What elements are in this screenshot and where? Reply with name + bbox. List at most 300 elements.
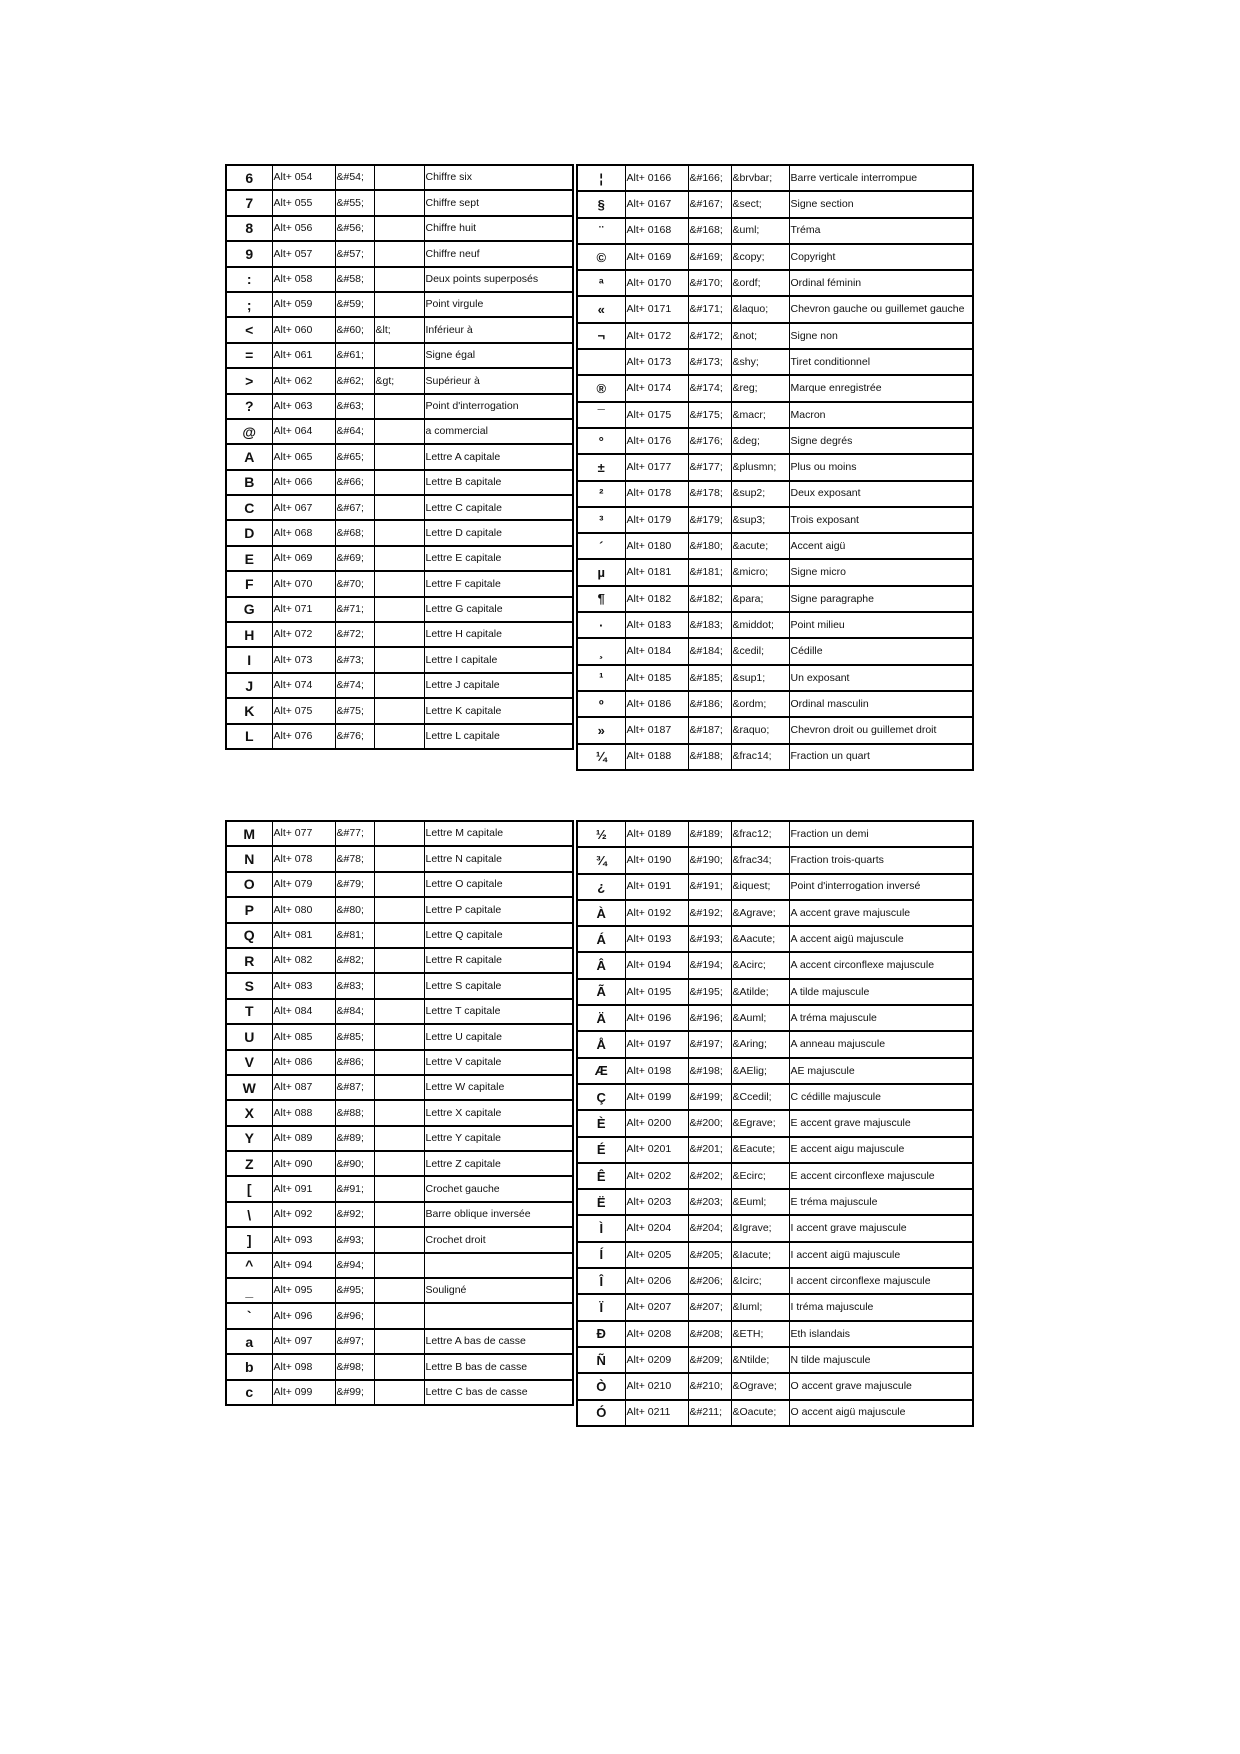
description-cell: Lettre M capitale: [424, 821, 573, 846]
numeric-entity-cell: &#82;: [335, 948, 374, 973]
description-cell: Signe paragraphe: [789, 586, 973, 612]
numeric-entity-cell: &#172;: [688, 323, 731, 349]
numeric-entity-cell: &#64;: [335, 419, 374, 444]
description-cell: Chevron droit ou guillemet droit: [789, 717, 973, 743]
named-entity-cell: [374, 343, 424, 368]
table-row: [577, 638, 973, 664]
char-cell: ¶: [577, 586, 625, 612]
description-cell: Chevron gauche ou guillemet gauche: [789, 296, 973, 322]
char-table-bottom-right: [576, 820, 974, 1427]
alt-code-cell: Alt+ 056: [272, 216, 335, 241]
table-row: [577, 428, 973, 454]
numeric-entity-cell: &#190;: [688, 847, 731, 873]
description-cell: A accent grave majuscule: [789, 900, 973, 926]
description-cell: Signe section: [789, 191, 973, 217]
numeric-entity-cell: &#94;: [335, 1253, 374, 1278]
numeric-entity-cell: &#70;: [335, 571, 374, 596]
numeric-entity-cell: &#182;: [688, 586, 731, 612]
alt-code-cell: Alt+ 0171: [625, 296, 688, 322]
description-cell: Ordinal féminin: [789, 270, 973, 296]
named-entity-cell: &reg;: [731, 375, 789, 401]
numeric-entity-cell: &#210;: [688, 1373, 731, 1399]
char-cell: Ë: [577, 1189, 625, 1215]
table-row: [226, 948, 573, 973]
alt-code-cell: Alt+ 075: [272, 698, 335, 723]
named-entity-cell: [374, 1278, 424, 1303]
numeric-entity-cell: &#89;: [335, 1126, 374, 1151]
table-row: [226, 394, 573, 419]
alt-code-cell: Alt+ 0185: [625, 665, 688, 691]
named-entity-cell: [374, 846, 424, 871]
named-entity-cell: [374, 923, 424, 948]
char-table-bottom-left: [225, 820, 574, 1406]
description-cell: N tilde majuscule: [789, 1347, 973, 1373]
description-cell: A accent aigü majuscule: [789, 926, 973, 952]
description-cell: Marque enregistrée: [789, 375, 973, 401]
table-row: [226, 368, 573, 393]
char-cell: Z: [226, 1151, 272, 1176]
alt-code-cell: Alt+ 0169: [625, 244, 688, 270]
alt-code-cell: Alt+ 0179: [625, 507, 688, 533]
description-cell: Signe égal: [424, 343, 573, 368]
char-cell: L: [226, 724, 272, 749]
alt-code-cell: Alt+ 0184: [625, 638, 688, 664]
named-entity-cell: &Acirc;: [731, 952, 789, 978]
alt-code-cell: Alt+ 0176: [625, 428, 688, 454]
char-cell: 7: [226, 190, 272, 215]
char-cell: Å: [577, 1031, 625, 1057]
alt-code-cell: Alt+ 083: [272, 973, 335, 998]
table-row: [226, 647, 573, 672]
description-cell: Crochet droit: [424, 1227, 573, 1252]
table-row: [577, 1242, 973, 1268]
char-cell: ¾: [577, 847, 625, 873]
alt-code-cell: Alt+ 069: [272, 546, 335, 571]
table-row: [226, 419, 573, 444]
char-cell: »: [577, 717, 625, 743]
numeric-entity-cell: &#75;: [335, 698, 374, 723]
alt-code-cell: Alt+ 088: [272, 1100, 335, 1125]
table-row: [226, 1202, 573, 1227]
char-cell: C: [226, 495, 272, 520]
char-cell: <: [226, 317, 272, 342]
alt-code-cell: Alt+ 0190: [625, 847, 688, 873]
description-cell: Lettre V capitale: [424, 1050, 573, 1075]
char-cell: 9: [226, 241, 272, 266]
alt-code-cell: Alt+ 062: [272, 368, 335, 393]
alt-code-cell: Alt+ 066: [272, 470, 335, 495]
char-cell: >: [226, 368, 272, 393]
alt-code-cell: Alt+ 0191: [625, 874, 688, 900]
description-cell: Lettre X capitale: [424, 1100, 573, 1125]
table-row: [577, 1373, 973, 1399]
table-row: [226, 1354, 573, 1379]
named-entity-cell: [374, 1253, 424, 1278]
char-cell: \: [226, 1202, 272, 1227]
table-row: [226, 897, 573, 922]
numeric-entity-cell: &#193;: [688, 926, 731, 952]
char-cell: À: [577, 900, 625, 926]
alt-code-cell: Alt+ 068: [272, 520, 335, 545]
table-row: [226, 821, 573, 846]
char-cell: Î: [577, 1268, 625, 1294]
char-cell: S: [226, 973, 272, 998]
numeric-entity-cell: &#198;: [688, 1058, 731, 1084]
numeric-entity-cell: &#176;: [688, 428, 731, 454]
table-row: [577, 744, 973, 770]
table-row: [226, 973, 573, 998]
description-cell: Chiffre sept: [424, 190, 573, 215]
alt-code-cell: Alt+ 0180: [625, 533, 688, 559]
numeric-entity-cell: &#169;: [688, 244, 731, 270]
description-cell: Lettre H capitale: [424, 622, 573, 647]
numeric-entity-cell: &#206;: [688, 1268, 731, 1294]
numeric-entity-cell: &#194;: [688, 952, 731, 978]
char-cell: µ: [577, 559, 625, 585]
char-cell: `: [226, 1303, 272, 1328]
table-row: [226, 190, 573, 215]
description-cell: Barre oblique inversée: [424, 1202, 573, 1227]
numeric-entity-cell: &#205;: [688, 1242, 731, 1268]
named-entity-cell: &ordm;: [731, 691, 789, 717]
table-row: [577, 165, 973, 191]
char-cell: ³: [577, 507, 625, 533]
char-cell: [: [226, 1176, 272, 1201]
table-row: [577, 847, 973, 873]
table-row: [577, 1163, 973, 1189]
char-cell: Ç: [577, 1084, 625, 1110]
table-row: [226, 923, 573, 948]
named-entity-cell: [374, 1303, 424, 1328]
table-row: [226, 1380, 573, 1405]
alt-code-cell: Alt+ 0181: [625, 559, 688, 585]
alt-code-cell: Alt+ 0167: [625, 191, 688, 217]
named-entity-cell: &micro;: [731, 559, 789, 585]
description-cell: Inférieur à: [424, 317, 573, 342]
char-cell: ¼: [577, 744, 625, 770]
description-cell: Lettre F capitale: [424, 571, 573, 596]
table-row: [577, 1400, 973, 1426]
alt-code-cell: Alt+ 0192: [625, 900, 688, 926]
table-row: [577, 874, 973, 900]
table-row: [577, 533, 973, 559]
table-row: [226, 1329, 573, 1354]
description-cell: Lettre A bas de casse: [424, 1329, 573, 1354]
description-cell: I tréma majuscule: [789, 1294, 973, 1320]
named-entity-cell: &iquest;: [731, 874, 789, 900]
numeric-entity-cell: &#166;: [688, 165, 731, 191]
numeric-entity-cell: &#76;: [335, 724, 374, 749]
description-cell: O accent aigü majuscule: [789, 1400, 973, 1426]
char-cell: ¦: [577, 165, 625, 191]
numeric-entity-cell: &#54;: [335, 165, 374, 190]
description-cell: Fraction un quart: [789, 744, 973, 770]
named-entity-cell: &Eacute;: [731, 1137, 789, 1163]
named-entity-cell: [374, 973, 424, 998]
named-entity-cell: [374, 647, 424, 672]
named-entity-cell: [374, 520, 424, 545]
char-cell: M: [226, 821, 272, 846]
table-row: [577, 821, 973, 847]
named-entity-cell: [374, 724, 424, 749]
table-row: [226, 216, 573, 241]
alt-code-cell: Alt+ 090: [272, 1151, 335, 1176]
alt-code-cell: Alt+ 095: [272, 1278, 335, 1303]
char-cell: ¹: [577, 665, 625, 691]
numeric-entity-cell: &#84;: [335, 999, 374, 1024]
alt-code-cell: Alt+ 081: [272, 923, 335, 948]
alt-code-cell: Alt+ 0177: [625, 454, 688, 480]
alt-code-cell: Alt+ 0187: [625, 717, 688, 743]
alt-code-cell: Alt+ 0189: [625, 821, 688, 847]
description-cell: Lettre J capitale: [424, 673, 573, 698]
char-cell: Ä: [577, 1005, 625, 1031]
table-row: [226, 1303, 573, 1328]
description-cell: Trois exposant: [789, 507, 973, 533]
table-row: [226, 846, 573, 871]
numeric-entity-cell: &#74;: [335, 673, 374, 698]
char-cell: J: [226, 673, 272, 698]
char-cell: «: [577, 296, 625, 322]
table-row: [577, 1347, 973, 1373]
table-row: [577, 665, 973, 691]
numeric-entity-cell: &#66;: [335, 470, 374, 495]
table-row: [577, 507, 973, 533]
char-cell: ¯: [577, 402, 625, 428]
alt-code-cell: Alt+ 080: [272, 897, 335, 922]
alt-code-cell: Alt+ 093: [272, 1227, 335, 1252]
alt-code-cell: Alt+ 0198: [625, 1058, 688, 1084]
description-cell: Chiffre huit: [424, 216, 573, 241]
char-cell: ¬: [577, 323, 625, 349]
named-entity-cell: [374, 1126, 424, 1151]
numeric-entity-cell: &#174;: [688, 375, 731, 401]
char-cell: Ã: [577, 979, 625, 1005]
description-cell: Lettre O capitale: [424, 872, 573, 897]
named-entity-cell: &Euml;: [731, 1189, 789, 1215]
numeric-entity-cell: &#92;: [335, 1202, 374, 1227]
numeric-entity-cell: &#99;: [335, 1380, 374, 1405]
description-cell: Plus ou moins: [789, 454, 973, 480]
numeric-entity-cell: &#192;: [688, 900, 731, 926]
numeric-entity-cell: &#204;: [688, 1215, 731, 1241]
alt-code-cell: Alt+ 065: [272, 444, 335, 469]
char-cell: ²: [577, 481, 625, 507]
named-entity-cell: &uml;: [731, 218, 789, 244]
description-cell: Point virgule: [424, 292, 573, 317]
char-cell: ´: [577, 533, 625, 559]
description-cell: Souligné: [424, 1278, 573, 1303]
named-entity-cell: [374, 546, 424, 571]
description-cell: Lettre C capitale: [424, 495, 573, 520]
alt-code-cell: Alt+ 072: [272, 622, 335, 647]
description-cell: Lettre E capitale: [424, 546, 573, 571]
description-cell: Lettre S capitale: [424, 973, 573, 998]
char-cell: _: [226, 1278, 272, 1303]
description-cell: Lettre B capitale: [424, 470, 573, 495]
named-entity-cell: &Iacute;: [731, 1242, 789, 1268]
table-row: [577, 1031, 973, 1057]
table-row: [226, 317, 573, 342]
description-cell: Lettre P capitale: [424, 897, 573, 922]
table-row: [226, 444, 573, 469]
description-cell: E tréma majuscule: [789, 1189, 973, 1215]
named-entity-cell: [374, 1354, 424, 1379]
alt-code-cell: Alt+ 0174: [625, 375, 688, 401]
named-entity-cell: &acute;: [731, 533, 789, 559]
char-cell: º: [577, 691, 625, 717]
table-row: [577, 1058, 973, 1084]
table-row: [226, 872, 573, 897]
numeric-entity-cell: &#93;: [335, 1227, 374, 1252]
alt-code-cell: Alt+ 097: [272, 1329, 335, 1354]
description-cell: A accent circonflexe majuscule: [789, 952, 973, 978]
description-cell: Chiffre six: [424, 165, 573, 190]
named-entity-cell: &para;: [731, 586, 789, 612]
numeric-entity-cell: &#69;: [335, 546, 374, 571]
table-row: [577, 952, 973, 978]
table-row: [577, 375, 973, 401]
alt-code-cell: Alt+ 085: [272, 1024, 335, 1049]
table-row: [226, 1024, 573, 1049]
char-cell: U: [226, 1024, 272, 1049]
table-row: [577, 244, 973, 270]
char-cell: É: [577, 1137, 625, 1163]
alt-code-cell: Alt+ 0193: [625, 926, 688, 952]
description-cell: I accent grave majuscule: [789, 1215, 973, 1241]
named-entity-cell: &Atilde;: [731, 979, 789, 1005]
table-row: [226, 470, 573, 495]
numeric-entity-cell: &#97;: [335, 1329, 374, 1354]
alt-code-cell: Alt+ 078: [272, 846, 335, 871]
table-row: [577, 926, 973, 952]
named-entity-cell: [374, 1329, 424, 1354]
char-cell: [577, 349, 625, 375]
table-row: [226, 622, 573, 647]
named-entity-cell: &laquo;: [731, 296, 789, 322]
named-entity-cell: &Auml;: [731, 1005, 789, 1031]
named-entity-cell: [374, 1151, 424, 1176]
char-cell: Y: [226, 1126, 272, 1151]
named-entity-cell: &sup1;: [731, 665, 789, 691]
description-cell: Point d'interrogation: [424, 394, 573, 419]
char-cell: ?: [226, 394, 272, 419]
alt-code-cell: Alt+ 074: [272, 673, 335, 698]
numeric-entity-cell: &#67;: [335, 495, 374, 520]
char-cell: V: [226, 1050, 272, 1075]
named-entity-cell: [374, 419, 424, 444]
description-cell: Lettre L capitale: [424, 724, 573, 749]
named-entity-cell: &raquo;: [731, 717, 789, 743]
alt-code-cell: Alt+ 0188: [625, 744, 688, 770]
named-entity-cell: [374, 495, 424, 520]
named-entity-cell: [374, 190, 424, 215]
named-entity-cell: &Igrave;: [731, 1215, 789, 1241]
alt-code-cell: Alt+ 0202: [625, 1163, 688, 1189]
named-entity-cell: &frac14;: [731, 744, 789, 770]
named-entity-cell: [374, 597, 424, 622]
char-cell: 8: [226, 216, 272, 241]
table-row: [577, 586, 973, 612]
table-row: [577, 323, 973, 349]
alt-code-cell: Alt+ 0183: [625, 612, 688, 638]
table-row: [226, 1100, 573, 1125]
named-entity-cell: &Iuml;: [731, 1294, 789, 1320]
table-row: [577, 900, 973, 926]
named-entity-cell: &middot;: [731, 612, 789, 638]
description-cell: A tréma majuscule: [789, 1005, 973, 1031]
description-cell: I accent aigü majuscule: [789, 1242, 973, 1268]
numeric-entity-cell: &#83;: [335, 973, 374, 998]
alt-code-cell: Alt+ 0194: [625, 952, 688, 978]
description-cell: E accent circonflexe majuscule: [789, 1163, 973, 1189]
char-cell: Æ: [577, 1058, 625, 1084]
alt-code-cell: Alt+ 0200: [625, 1110, 688, 1136]
numeric-entity-cell: &#98;: [335, 1354, 374, 1379]
table-row: [577, 218, 973, 244]
description-cell: Lettre Z capitale: [424, 1151, 573, 1176]
numeric-entity-cell: &#56;: [335, 216, 374, 241]
description-cell: Tréma: [789, 218, 973, 244]
named-entity-cell: &sup3;: [731, 507, 789, 533]
table-row: [577, 1215, 973, 1241]
alt-code-cell: Alt+ 0201: [625, 1137, 688, 1163]
alt-code-cell: Alt+ 0195: [625, 979, 688, 1005]
numeric-entity-cell: &#78;: [335, 846, 374, 871]
description-cell: [424, 1303, 573, 1328]
numeric-entity-cell: &#178;: [688, 481, 731, 507]
char-table-top-left: [225, 164, 574, 750]
numeric-entity-cell: &#95;: [335, 1278, 374, 1303]
numeric-entity-cell: &#59;: [335, 292, 374, 317]
description-cell: Point milieu: [789, 612, 973, 638]
alt-code-cell: Alt+ 067: [272, 495, 335, 520]
description-cell: Chiffre neuf: [424, 241, 573, 266]
named-entity-cell: &ordf;: [731, 270, 789, 296]
char-cell: ±: [577, 454, 625, 480]
char-cell: 6: [226, 165, 272, 190]
alt-code-cell: Alt+ 064: [272, 419, 335, 444]
description-cell: Accent aigü: [789, 533, 973, 559]
named-entity-cell: [374, 267, 424, 292]
description-cell: [424, 1253, 573, 1278]
alt-code-cell: Alt+ 0172: [625, 323, 688, 349]
char-cell: R: [226, 948, 272, 973]
numeric-entity-cell: &#79;: [335, 872, 374, 897]
named-entity-cell: [374, 292, 424, 317]
char-cell: X: [226, 1100, 272, 1125]
numeric-entity-cell: &#173;: [688, 349, 731, 375]
description-cell: E accent aigu majuscule: [789, 1137, 973, 1163]
numeric-entity-cell: &#180;: [688, 533, 731, 559]
numeric-entity-cell: &#91;: [335, 1176, 374, 1201]
named-entity-cell: [374, 1227, 424, 1252]
description-cell: Lettre U capitale: [424, 1024, 573, 1049]
numeric-entity-cell: &#186;: [688, 691, 731, 717]
alt-code-cell: Alt+ 0196: [625, 1005, 688, 1031]
numeric-entity-cell: &#170;: [688, 270, 731, 296]
char-cell: N: [226, 846, 272, 871]
numeric-entity-cell: &#203;: [688, 1189, 731, 1215]
char-cell: Â: [577, 952, 625, 978]
numeric-entity-cell: &#167;: [688, 191, 731, 217]
named-entity-cell: [374, 216, 424, 241]
char-cell: ¨: [577, 218, 625, 244]
numeric-entity-cell: &#168;: [688, 218, 731, 244]
alt-code-cell: Alt+ 0178: [625, 481, 688, 507]
description-cell: Barre verticale interrompue: [789, 165, 973, 191]
table-row: [226, 1075, 573, 1100]
